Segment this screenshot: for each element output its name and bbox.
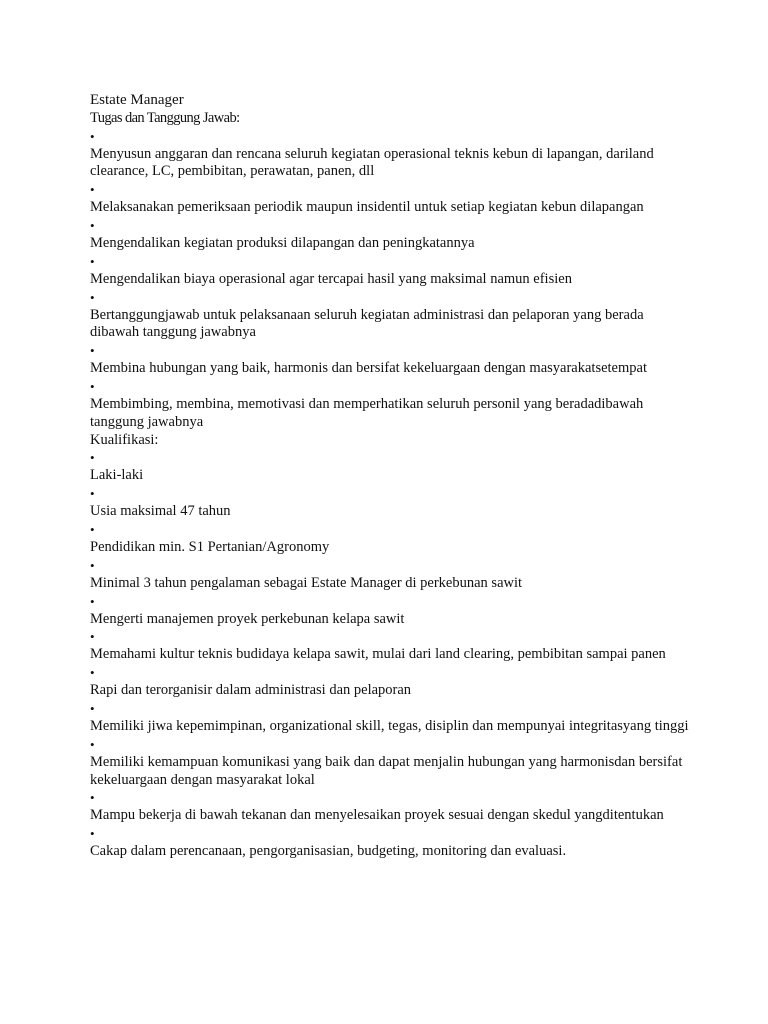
bullet: • bbox=[90, 378, 95, 394]
duty-item: Mengendalikan biaya operasional agar tercapai hasil yang maksimal namun efisien bbox=[90, 270, 572, 287]
bullet: • bbox=[90, 289, 95, 305]
bullet: • bbox=[90, 790, 95, 806]
qualifications-list bbox=[90, 449, 690, 861]
bullet: • bbox=[90, 593, 95, 609]
duty-item: Membimbing, membina, memotivasi dan memperhatikan seluruh personil yang beradadibawah tanggung jawabnya bbox=[90, 395, 644, 430]
duties-list bbox=[90, 128, 690, 432]
duties-heading: Tugas dan Tanggung Jawab: bbox=[90, 109, 240, 126]
qualification-item: Pendidikan min. S1 Pertanian/Agronomy bbox=[90, 538, 330, 555]
qualification-item: Mengerti manajemen proyek perkebunan kelapa sawit bbox=[90, 610, 405, 627]
duty-item: Menyusun anggaran dan rencana seluruh kegiatan operasional teknis kebun di lapangan, dariland clearance, LC, pembibitan, perawatan, panen, dll bbox=[90, 145, 654, 180]
bullet: • bbox=[90, 253, 95, 269]
qualification-item: Memahami kultur teknis budidaya kelapa sawit, mulai dari land clearing, pembibitan sampai panen bbox=[90, 646, 666, 663]
duty-item: Melaksanakan pemeriksaan periodik maupun insidentil untuk setiap kegiatan kebun dilapangan bbox=[90, 199, 644, 216]
bullet: • bbox=[90, 665, 95, 681]
bullet: • bbox=[90, 557, 95, 573]
bullet: • bbox=[90, 486, 95, 502]
bullet: • bbox=[90, 450, 95, 466]
qualification-item: Memiliki kemampuan komunikasi yang baik dan dapat menjalin hubungan yang harmonisdan bersifat kekeluargaan dengan masyarakat lokal bbox=[90, 753, 683, 788]
document-page bbox=[90, 92, 690, 861]
bullet: • bbox=[90, 217, 95, 233]
bullet: • bbox=[90, 736, 95, 752]
qualifications-heading: Kualifikasi: bbox=[90, 431, 159, 448]
bullet: • bbox=[90, 343, 95, 359]
qualification-item: Minimal 3 tahun pengalaman sebagai Estate Manager di perkebunan sawit bbox=[90, 574, 523, 591]
qualification-item: Laki-laki bbox=[90, 467, 144, 484]
bullet: • bbox=[90, 629, 95, 645]
qualification-item: Rapi dan terorganisir dalam administrasi dan pelaporan bbox=[90, 682, 412, 699]
duty-item: Mengendalikan kegiatan produksi dilapangan dan peningkatannya bbox=[90, 234, 475, 251]
qualification-item: Usia maksimal 47 tahun bbox=[90, 503, 231, 520]
bullet: • bbox=[90, 182, 95, 198]
duty-item: Bertanggungjawab untuk pelaksanaan seluruh kegiatan administrasi dan pelaporan yang berada dibawah tanggung jawabnya bbox=[90, 306, 644, 341]
qualification-item: Mampu bekerja di bawah tekanan dan menyelesaikan proyek sesuai dengan skedul yangditentukan bbox=[90, 807, 664, 824]
qualification-item: Cakap dalam perencanaan, pengorganisasian, budgeting, monitoring dan evaluasi. bbox=[90, 843, 567, 860]
bullet: • bbox=[90, 700, 95, 716]
job-title: Estate Manager bbox=[90, 92, 184, 108]
qualification-item: Memiliki jiwa kepemimpinan, organizational skill, tegas, disiplin dan mempunyai integritasyang tinggi bbox=[90, 717, 689, 734]
bullet: • bbox=[90, 826, 95, 842]
duty-item: Membina hubungan yang baik, harmonis dan bersifat kekeluargaan dengan masyarakatsetempat bbox=[90, 360, 647, 377]
bullet: • bbox=[90, 521, 95, 537]
bullet: • bbox=[90, 128, 95, 144]
